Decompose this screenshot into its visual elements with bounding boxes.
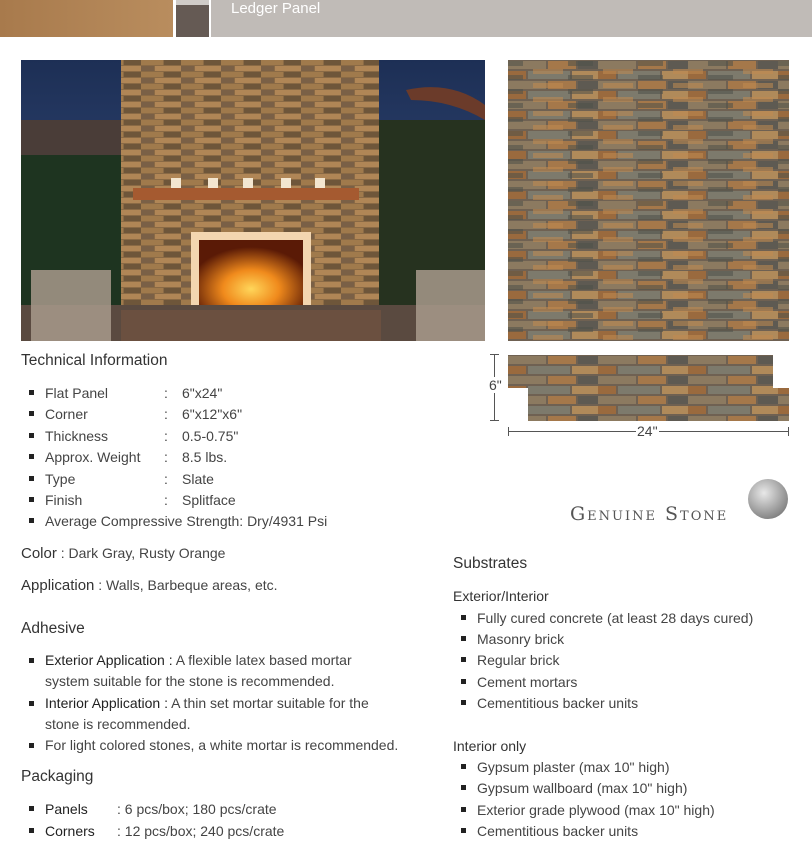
logo-text: Genuine Stone: [570, 503, 729, 525]
exterior-interior-heading: Exterior/Interior: [453, 588, 549, 604]
spec-separator: :: [164, 385, 168, 401]
height-dimension-tick-bottom: [490, 420, 499, 421]
application-line: [21, 577, 278, 594]
bullet: [461, 636, 466, 641]
bullet: [29, 476, 34, 481]
color-value: : Dark Gray, Rusty Orange: [56, 545, 226, 561]
adhesive-item-text: A flexible latex based mortar: [175, 652, 352, 668]
adhesive-item-continuation: system suitable for the stone is recommended.: [45, 673, 335, 689]
color-line: [21, 545, 225, 562]
page-title: Ledger Panel: [231, 0, 321, 17]
color-label: Color: [21, 545, 57, 562]
bullet: [29, 433, 34, 438]
adhesive-item: [45, 652, 435, 668]
substrates-heading: Substrates: [453, 555, 528, 572]
bullet: [29, 518, 34, 523]
panel-dimension-photo: [508, 355, 789, 421]
spec-value: 8.5 lbs.: [182, 449, 228, 465]
spec-label: Approx. Weight: [45, 449, 141, 465]
spec-label: Finish: [45, 492, 83, 508]
spec-value: 6"x24": [182, 385, 223, 401]
spec-label: Thickness: [45, 428, 109, 444]
bullet: [29, 806, 34, 811]
header-color-swatch-dark: [176, 0, 209, 37]
spec-strength: Average Compressive Strength: Dry/4931 Psi: [45, 513, 328, 529]
adhesive-heading: Adhesive: [21, 620, 85, 637]
packaging-value: : 12 pcs/box; 240 pcs/crate: [117, 823, 285, 839]
height-dimension-label: 6": [489, 377, 502, 393]
header-color-swatch-tan: [0, 0, 173, 37]
stone-texture-photo: [508, 60, 789, 341]
spec-separator: :: [164, 471, 168, 487]
height-dimension-tick-top: [490, 354, 499, 355]
packaging-value: : 6 pcs/box; 180 pcs/crate: [117, 801, 277, 817]
application-label: Application: [21, 577, 95, 594]
bullet: [29, 701, 34, 706]
width-dimension-tick-right: [788, 427, 789, 436]
adhesive-item-continuation: stone is recommended.: [45, 716, 191, 732]
interior-only-heading: Interior only: [453, 738, 527, 754]
spec-separator: :: [164, 406, 168, 422]
adhesive-item-text: A thin set mortar suitable for the: [171, 695, 369, 711]
adhesive-item-bold: Exterior Application :: [45, 652, 173, 668]
logo-emblem-icon: [748, 479, 788, 519]
substrate-item: Exterior grade plywood (max 10" high): [477, 802, 715, 818]
spec-separator: :: [164, 492, 168, 508]
bullet: [461, 828, 466, 833]
substrate-item: Cementitious backer units: [477, 695, 639, 711]
spec-label: Type: [45, 471, 76, 487]
bullet: [29, 497, 34, 502]
spec-value: Slate: [182, 471, 214, 487]
bullet: [461, 700, 466, 705]
bullet: [29, 658, 34, 663]
adhesive-item: [45, 695, 435, 711]
substrate-item: Regular brick: [477, 652, 560, 668]
adhesive-item-bold: Interior Application :: [45, 695, 168, 711]
packaging-label: Corners: [45, 823, 95, 839]
spec-value: 6"x12"x6": [182, 406, 243, 422]
spec-separator: :: [164, 449, 168, 465]
width-dimension-label: 24": [637, 423, 658, 439]
bullet: [29, 390, 34, 395]
substrate-item: Masonry brick: [477, 631, 565, 647]
bullet: [461, 785, 466, 790]
substrate-item: Gypsum plaster (max 10" high): [477, 759, 670, 775]
application-value: : Walls, Barbeque areas, etc.: [94, 577, 278, 593]
bullet: [461, 679, 466, 684]
bullet: [461, 615, 466, 620]
spec-value: Splitface: [182, 492, 236, 508]
spec-label: Flat Panel: [45, 385, 109, 401]
bullet: [29, 828, 34, 833]
bullet: [461, 807, 466, 812]
bullet: [29, 411, 34, 416]
substrate-item: Cementitious backer units: [477, 823, 639, 839]
substrate-item: Cement mortars: [477, 674, 578, 690]
packaging-heading: Packaging: [21, 768, 94, 785]
bullet: [461, 657, 466, 662]
spec-separator: :: [164, 428, 168, 444]
bullet: [29, 454, 34, 459]
adhesive-item-text: For light colored stones, a white mortar is recommended.: [45, 737, 399, 753]
packaging-label: Panels: [45, 801, 88, 817]
substrate-item: Gypsum wallboard (max 10" high): [477, 780, 688, 796]
spec-label: Corner: [45, 406, 88, 422]
width-dimension-tick-left: [508, 427, 509, 436]
bullet: [29, 743, 34, 748]
spec-value: 0.5-0.75": [182, 428, 239, 444]
technical-heading: Technical Information: [21, 352, 168, 369]
bullet: [461, 764, 466, 769]
fireplace-photo: [21, 60, 485, 341]
substrate-item: Fully cured concrete (at least 28 days cured): [477, 610, 754, 626]
